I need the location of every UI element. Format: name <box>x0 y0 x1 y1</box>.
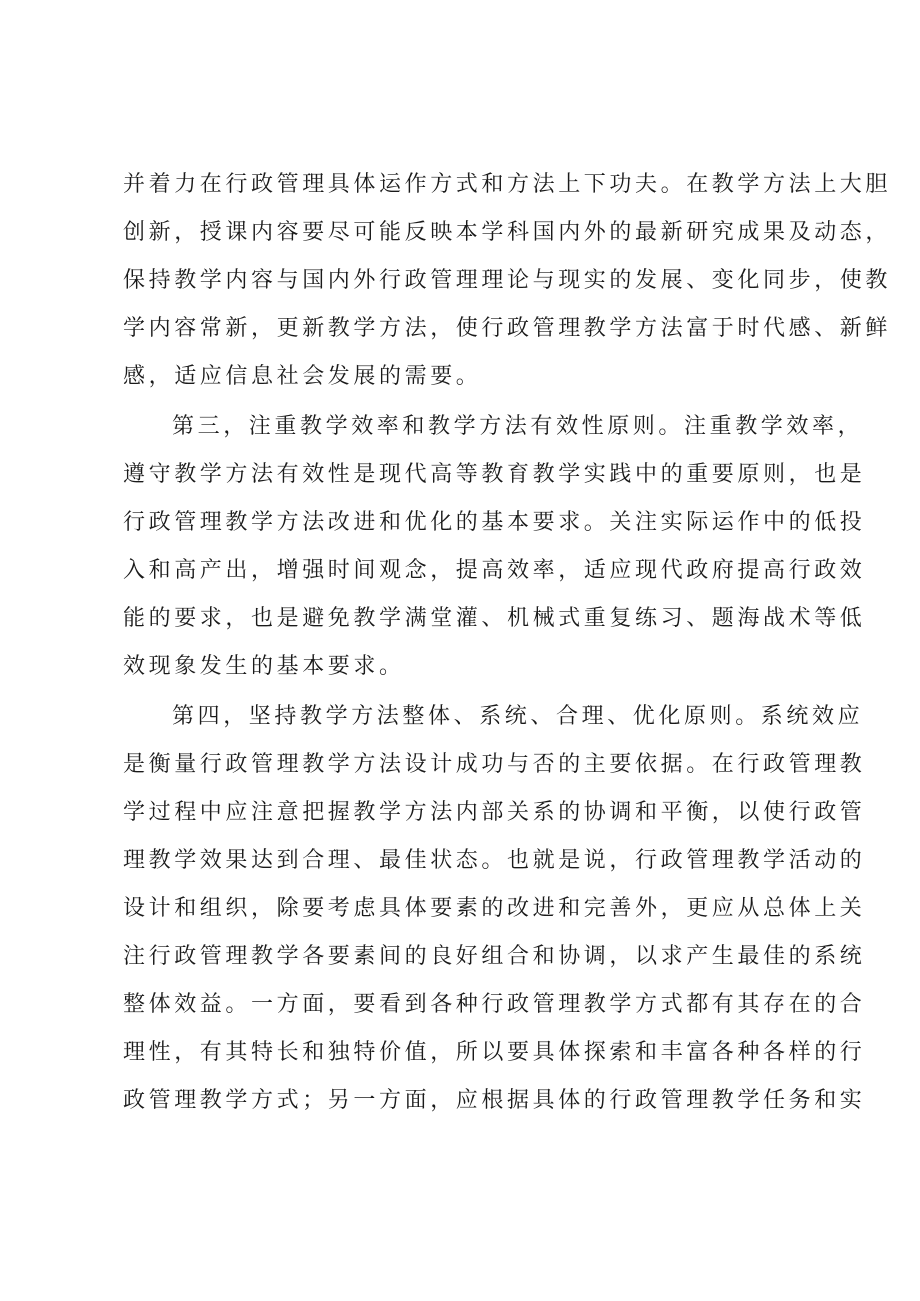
text-line: 第三，注重教学效率和教学方法有效性原则。注重教学效率， <box>172 414 864 439</box>
text-line: 整体效益。一方面，要看到各种行政管理教学方式都有其存在的合 <box>123 992 866 1017</box>
text-line: 行政管理教学方法改进和优化的基本要求。关注实际运作中的低投 <box>123 510 866 535</box>
text-line: 遵守教学方法有效性是现代高等教育教学实践中的重要原则，也是 <box>123 462 866 487</box>
text-line: 创新，授课内容要尽可能反映本学科国内外的最新研究成果及动态， <box>123 220 892 245</box>
text-line: 理性，有其特长和独特价值，所以要具体探索和丰富各种各样的行 <box>123 1040 866 1065</box>
text-line: 设计和组织，除要考虑具体要素的改进和完善外，更应从总体上关 <box>123 896 866 921</box>
text-line: 效现象发生的基本要求。 <box>123 654 405 679</box>
text-line: 学过程中应注意把握教学方法内部关系的协调和平衡，以使行政管 <box>123 800 866 825</box>
text-line: 政管理教学方式；另一方面，应根据具体的行政管理教学任务和实 <box>123 1088 866 1113</box>
text-line: 并着力在行政管理具体运作方式和方法上下功夫。在教学方法上大胆 <box>123 172 892 197</box>
text-line: 是衡量行政管理教学方法设计成功与否的主要依据。在行政管理教 <box>123 752 866 777</box>
text-line: 第四，坚持教学方法整体、系统、合理、优化原则。系统效应 <box>172 704 864 729</box>
text-line: 入和高产出，增强时间观念，提高效率，适应现代政府提高行政效 <box>123 558 866 583</box>
text-line: 感，适应信息社会发展的需要。 <box>123 364 482 389</box>
text-line: 能的要求，也是避免教学满堂灌、机械式重复练习、题海战术等低 <box>123 606 866 631</box>
text-line: 理教学效果达到合理、最佳状态。也就是说，行政管理教学活动的 <box>123 848 866 873</box>
text-line: 学内容常新，更新教学方法，使行政管理教学方法富于时代感、新鲜 <box>123 316 892 341</box>
text-line: 注行政管理教学各要素间的良好组合和协调，以求产生最佳的系统 <box>123 944 866 969</box>
text-line: 保持教学内容与国内外行政管理理论与现实的发展、变化同步，使教 <box>123 268 892 293</box>
